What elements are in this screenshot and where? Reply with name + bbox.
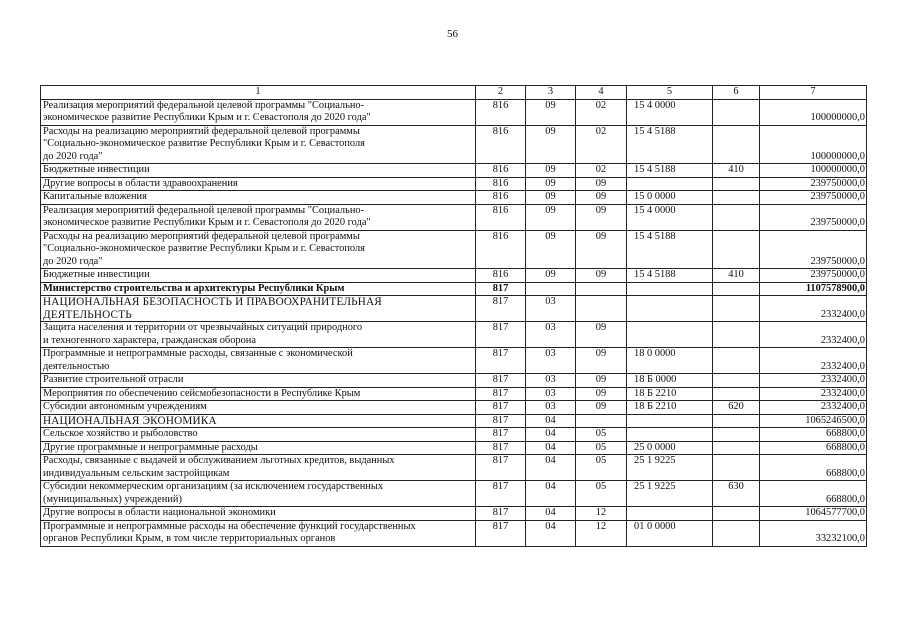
expense-name-cell: [41, 428, 476, 442]
expense-name-cell: [41, 191, 476, 205]
expense-name-text: Развитие строительной отрасли: [43, 374, 184, 385]
ministry-code-cell: 817: [476, 282, 526, 296]
subsection-code-cell: 09: [576, 191, 627, 205]
ministry-code-cell: 817: [476, 374, 526, 388]
section-code-cell: 04: [526, 455, 576, 481]
subsection-code-cell: 09: [576, 177, 627, 191]
amount-cell: 2332400,0: [760, 348, 867, 374]
expense-name-cell: [41, 296, 476, 322]
expense-type-cell: [713, 177, 760, 191]
subsection-code-cell: 12: [576, 520, 627, 546]
target-article-cell: 18 Б 2210: [627, 387, 713, 401]
expense-name-cell: [41, 204, 476, 230]
amount-cell: 239750000,0: [760, 204, 867, 230]
expense-name-text: Бюджетные инвестиции: [43, 164, 150, 175]
section-code-cell: 09: [526, 269, 576, 283]
budget-table: [40, 85, 867, 547]
table-row: [41, 269, 867, 283]
expense-name-text: НАЦИОНАЛЬНАЯ ЭКОНОМИКА: [43, 414, 217, 427]
header-cell-1: 1: [41, 86, 476, 100]
ministry-code-cell: 817: [476, 348, 526, 374]
expense-name-text: Реализация мероприятий федеральной целевой программы "Социально- экономическое развитие Республики Крым и г. Севастополя до 2020 года": [43, 204, 371, 228]
section-code-cell: 09: [526, 204, 576, 230]
table-row: [41, 296, 867, 322]
subsection-code-cell: 02: [576, 99, 627, 125]
amount-cell: 2332400,0: [760, 387, 867, 401]
expense-type-cell: [713, 520, 760, 546]
subsection-code-cell: 05: [576, 428, 627, 442]
target-article-cell: [627, 428, 713, 442]
expense-name-text: Защита населения и территории от чрезвычайных ситуаций природного и техногенного характера, гражданская оборона: [43, 322, 363, 346]
target-article-cell: [627, 282, 713, 296]
expense-name-text: Другие программные и непрограммные расходы: [43, 441, 258, 453]
expense-name-cell: [41, 441, 476, 455]
expense-name-cell: [41, 99, 476, 125]
subsection-code-cell: 05: [576, 455, 627, 481]
target-article-cell: 15 0 0000: [627, 191, 713, 205]
table-row: [41, 348, 867, 374]
amount-cell: 2332400,0: [760, 374, 867, 388]
ministry-code-cell: 816: [476, 269, 526, 283]
expense-name-cell: [41, 455, 476, 481]
expense-name-cell: [41, 164, 476, 178]
target-article-cell: 25 0 0000: [627, 441, 713, 455]
expense-type-cell: 630: [713, 481, 760, 507]
expense-type-cell: [713, 348, 760, 374]
section-code-cell: 04: [526, 507, 576, 521]
expense-type-cell: [713, 322, 760, 348]
table-row: [41, 441, 867, 455]
subsection-code-cell: 09: [576, 387, 627, 401]
table-row: [41, 99, 867, 125]
subsection-code-cell: 02: [576, 164, 627, 178]
header-cell-4: 4: [576, 86, 627, 100]
expense-name-cell: [41, 481, 476, 507]
section-code-cell: 09: [526, 99, 576, 125]
target-article-cell: [627, 507, 713, 521]
expense-name-text: Капитальные вложения: [43, 191, 147, 202]
ministry-code-cell: 816: [476, 125, 526, 164]
expense-type-cell: [713, 296, 760, 322]
expense-name-text: Программные и непрограммные расходы на обеспечение функций государственных органов Республики Крым, в том числе территориальных органов: [43, 520, 416, 544]
section-code-cell: 03: [526, 322, 576, 348]
ministry-code-cell: 816: [476, 191, 526, 205]
ministry-code-cell: 816: [476, 99, 526, 125]
expense-name-text: Мероприятия по обеспечению сейсмобезопасности в Республике Крым: [43, 387, 361, 399]
table-row: [41, 428, 867, 442]
expense-type-cell: [713, 414, 760, 428]
subsection-code-cell: 02: [576, 125, 627, 164]
ministry-code-cell: 817: [476, 322, 526, 348]
expense-name-text: НАЦИОНАЛЬНАЯ БЕЗОПАСНОСТЬ И ПРАВООХРАНИТЕЛЬНАЯ ДЕЯТЕЛЬНОСТЬ: [43, 296, 382, 321]
ministry-code-cell: 817: [476, 441, 526, 455]
subsection-code-cell: 09: [576, 401, 627, 415]
amount-cell: 1107578900,0: [760, 282, 867, 296]
expense-type-cell: [713, 428, 760, 442]
ministry-code-cell: 817: [476, 455, 526, 481]
target-article-cell: [627, 414, 713, 428]
subsection-code-cell: 05: [576, 441, 627, 455]
expense-name-text: Субсидии некоммерческим организациям (за исключением государственных (муниципальных) учреждений): [43, 481, 384, 505]
target-article-cell: 15 4 5188: [627, 164, 713, 178]
header-cell-6: 6: [713, 86, 760, 100]
expense-name-cell: [41, 507, 476, 521]
expense-type-cell: [713, 374, 760, 388]
section-code-cell: 03: [526, 348, 576, 374]
subsection-code-cell: 09: [576, 204, 627, 230]
ministry-code-cell: 817: [476, 520, 526, 546]
target-article-cell: 01 0 0000: [627, 520, 713, 546]
amount-cell: 239750000,0: [760, 191, 867, 205]
target-article-cell: [627, 177, 713, 191]
section-code-cell: 09: [526, 125, 576, 164]
expense-name-text: Расходы на реализацию мероприятий федеральной целевой программы "Социально-экономическое развитие Республики Крым и г. Севастополя до 2020 года": [43, 230, 365, 267]
expense-type-cell: 410: [713, 269, 760, 283]
subsection-code-cell: 09: [576, 348, 627, 374]
target-article-cell: 15 4 5188: [627, 269, 713, 283]
table-row: [41, 230, 867, 269]
expense-type-cell: [713, 230, 760, 269]
table-row: [41, 204, 867, 230]
expense-name-cell: [41, 177, 476, 191]
target-article-cell: [627, 296, 713, 322]
ministry-code-cell: 817: [476, 481, 526, 507]
section-code-cell: 03: [526, 401, 576, 415]
section-code-cell: 03: [526, 387, 576, 401]
table-row: [41, 387, 867, 401]
expense-name-text: Другие вопросы в области здравоохранения: [43, 177, 238, 189]
target-article-cell: 15 4 0000: [627, 99, 713, 125]
expense-name-cell: [41, 230, 476, 269]
section-code-cell: 09: [526, 164, 576, 178]
section-code-cell: 09: [526, 191, 576, 205]
table-row: [41, 481, 867, 507]
expense-type-cell: [713, 507, 760, 521]
amount-cell: 2332400,0: [760, 401, 867, 415]
page-number: 56: [447, 28, 458, 40]
expense-name-text: Сельское хозяйство и рыболовство: [43, 428, 198, 439]
expense-type-cell: [713, 191, 760, 205]
subsection-code-cell: [576, 296, 627, 322]
target-article-cell: 15 4 0000: [627, 204, 713, 230]
ministry-code-cell: 817: [476, 387, 526, 401]
section-code-cell: 04: [526, 414, 576, 428]
amount-cell: 668800,0: [760, 481, 867, 507]
expense-name-cell: [41, 414, 476, 428]
subsection-code-cell: 09: [576, 374, 627, 388]
expense-name-cell: [41, 387, 476, 401]
amount-cell: 1064577700,0: [760, 507, 867, 521]
expense-type-cell: [713, 455, 760, 481]
expense-name-text: Расходы на реализацию мероприятий федеральной целевой программы "Социально-экономическое развитие Республики Крым и г. Севастополя до 2020 года": [43, 125, 365, 162]
target-article-cell: 25 1 9225: [627, 455, 713, 481]
table-row: [41, 520, 867, 546]
subsection-code-cell: [576, 414, 627, 428]
amount-cell: 239750000,0: [760, 269, 867, 283]
expense-type-cell: 620: [713, 401, 760, 415]
section-code-cell: 03: [526, 296, 576, 322]
target-article-cell: 18 Б 2210: [627, 401, 713, 415]
ministry-code-cell: 817: [476, 401, 526, 415]
amount-cell: 1065246500,0: [760, 414, 867, 428]
header-cell-2: 2: [476, 86, 526, 100]
amount-cell: 100000000,0: [760, 164, 867, 178]
target-article-cell: 25 1 9225: [627, 481, 713, 507]
subsection-code-cell: 09: [576, 269, 627, 283]
subsection-code-cell: [576, 282, 627, 296]
section-code-cell: 04: [526, 520, 576, 546]
expense-name-cell: [41, 401, 476, 415]
target-article-cell: 15 4 5188: [627, 125, 713, 164]
amount-cell: 2332400,0: [760, 296, 867, 322]
expense-name-text: Расходы, связанные с выдачей и обслуживанием льготных кредитов, выданных индивидуальным сельским застройщикам: [43, 455, 395, 479]
table-row: [41, 507, 867, 521]
section-code-cell: 03: [526, 374, 576, 388]
expense-name-text: Субсидии автономным учреждениям: [43, 401, 207, 412]
table-header-row: [41, 86, 867, 100]
expense-name-text: Другие вопросы в области национальной экономики: [43, 507, 276, 518]
expense-name-text: Министерство строительства и архитектуры Республики Крым: [43, 282, 345, 294]
amount-cell: 2332400,0: [760, 322, 867, 348]
target-article-cell: [627, 322, 713, 348]
target-article-cell: 18 Б 0000: [627, 374, 713, 388]
expense-name-text: Программные и непрограммные расходы, связанные с экономической деятельностью: [43, 348, 353, 372]
header-cell-7: 7: [760, 86, 867, 100]
header-cell-3: 3: [526, 86, 576, 100]
table-row: [41, 374, 867, 388]
expense-name-text: Бюджетные инвестиции: [43, 269, 150, 280]
expense-name-cell: [41, 348, 476, 374]
expense-name-text: Реализация мероприятий федеральной целевой программы "Социально- экономическое развитие Республики Крым и г. Севастополя до 2020 года": [43, 99, 371, 123]
ministry-code-cell: 816: [476, 177, 526, 191]
expense-name-cell: [41, 374, 476, 388]
expense-name-cell: [41, 520, 476, 546]
table-row: [41, 164, 867, 178]
amount-cell: 239750000,0: [760, 177, 867, 191]
amount-cell: 100000000,0: [760, 99, 867, 125]
ministry-code-cell: 817: [476, 296, 526, 322]
subsection-code-cell: 05: [576, 481, 627, 507]
ministry-code-cell: 816: [476, 230, 526, 269]
amount-cell: 33232100,0: [760, 520, 867, 546]
expense-name-cell: [41, 322, 476, 348]
table-row: [41, 191, 867, 205]
amount-cell: 100000000,0: [760, 125, 867, 164]
header-cell-5: 5: [627, 86, 713, 100]
section-code-cell: 04: [526, 481, 576, 507]
amount-cell: 668800,0: [760, 428, 867, 442]
ministry-code-cell: 816: [476, 204, 526, 230]
expense-type-cell: [713, 282, 760, 296]
ministry-code-cell: 816: [476, 164, 526, 178]
expense-name-cell: [41, 282, 476, 296]
amount-cell: 668800,0: [760, 441, 867, 455]
subsection-code-cell: 09: [576, 230, 627, 269]
target-article-cell: 15 4 5188: [627, 230, 713, 269]
subsection-code-cell: 09: [576, 322, 627, 348]
amount-cell: 239750000,0: [760, 230, 867, 269]
section-code-cell: 09: [526, 230, 576, 269]
table-row: [41, 125, 867, 164]
section-code-cell: 04: [526, 441, 576, 455]
subsection-code-cell: 12: [576, 507, 627, 521]
section-code-cell: 09: [526, 177, 576, 191]
expense-type-cell: [713, 387, 760, 401]
amount-cell: 668800,0: [760, 455, 867, 481]
expense-name-cell: [41, 125, 476, 164]
ministry-code-cell: 817: [476, 507, 526, 521]
expense-type-cell: [713, 441, 760, 455]
table-row: [41, 282, 867, 296]
expense-type-cell: [713, 99, 760, 125]
table-row: [41, 177, 867, 191]
table-row: [41, 401, 867, 415]
table-row: [41, 414, 867, 428]
section-code-cell: 04: [526, 428, 576, 442]
expense-type-cell: [713, 125, 760, 164]
expense-name-cell: [41, 269, 476, 283]
expense-type-cell: 410: [713, 164, 760, 178]
ministry-code-cell: 817: [476, 428, 526, 442]
section-code-cell: [526, 282, 576, 296]
table-row: [41, 322, 867, 348]
table-row: [41, 455, 867, 481]
ministry-code-cell: 817: [476, 414, 526, 428]
target-article-cell: 18 0 0000: [627, 348, 713, 374]
expense-type-cell: [713, 204, 760, 230]
